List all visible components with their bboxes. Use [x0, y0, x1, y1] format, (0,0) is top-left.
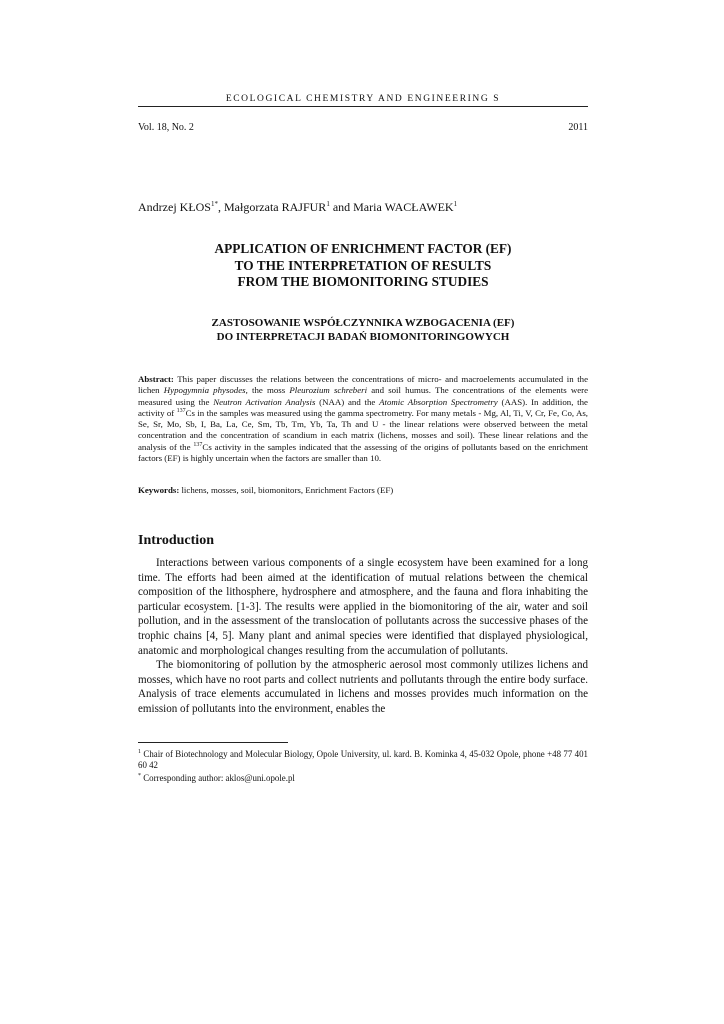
italic-term: Neutron Activation Analysis	[213, 396, 316, 407]
italic-term: Hypogymnia physodes	[163, 385, 246, 396]
keywords	[138, 485, 588, 495]
footnote-mark: 1	[138, 749, 141, 755]
title-line: TO THE INTERPRETATION OF RESULTS	[234, 257, 492, 273]
abstract-body	[138, 374, 588, 463]
footnote-text: Chair of Biotechnology and Molecular Biology, Opole University, ul. kard. B. Kominka 4, 45-032 Opole, phone +48 77 401 60 42	[138, 748, 588, 770]
author-separator: and	[329, 200, 354, 214]
keywords-text: lichens, mosses, soil, biomonitors, Enrichment Factors (EF)	[179, 485, 394, 495]
paper-title-polish	[138, 317, 588, 344]
footnote-text: Corresponding author: aklos@uni.opole.pl	[141, 772, 295, 783]
italic-term: Pleurozium schreberi	[289, 385, 368, 396]
italic-term: Atomic Absorption Spectrometry	[379, 396, 498, 407]
paragraph: Interactions between various components of a single ecosystem have been examined for a long time. The efforts had been aimed at the identification of mutual relations between the chemical composition of the lithosphere, hydrosphere and atmosphere, and the fauna and flora inhabiting the particular ecosystem. [1-3]. The results were applied in the biomonitoring of the air, water and soil pollution, and in the assessment of the translocation of pollutants across the successive phases of the trophic chains [4, 5]. Many plant and animal species were identified that displayed physiological, anatomic and morphological changes resulting from the accumulation of pollutants.	[138, 557, 588, 657]
abstract-text: Cs in the samples was measured using the gamma spectrometry. For many metals - Mg, Al, Ti, V, Cr, Fe, Co, As, Se, Sr, Mo, Sb, I, Ba, La, Ce, Sm, Tb, Tm, Yb, Ta, Th and U - the linear relations were observed between the metal concentration and the concentration of scandium in each matrix (lichens, mosses and soil). These linear relations and the analysis of the	[138, 407, 588, 452]
keywords-label: Keywords:	[138, 485, 180, 495]
abstract-text: Cs activity in the samples indicated that the assessing of the origins of pollutants based on the enrichment factors (EF) is highly uncertain when the factors are smaller than 10.	[138, 441, 588, 464]
abstract-label: Abstract:	[138, 374, 174, 384]
abstract-text: , the moss	[245, 385, 290, 396]
affiliation-mark: 1	[326, 200, 330, 208]
abstract-text: (AAS). In addition, the activity of	[138, 396, 588, 418]
author-name: Andrzej KŁOS	[138, 200, 211, 214]
publication-year: 2011	[568, 122, 588, 133]
body-text	[138, 556, 588, 717]
paper-title	[138, 241, 588, 291]
abstract	[138, 374, 588, 464]
affiliation-mark: 1*	[210, 200, 218, 208]
author-list	[138, 200, 457, 215]
isotope-mass-number: 137	[176, 407, 186, 414]
volume-issue: Vol. 18, No. 2	[138, 122, 194, 133]
section-heading: Introduction	[138, 533, 214, 548]
title-line: FROM THE BIOMONITORING STUDIES	[237, 274, 489, 289]
title-line: APPLICATION OF ENRICHMENT FACTOR (EF)	[214, 241, 512, 256]
title-line: DO INTERPRETACJI BADAŃ BIOMONITORINGOWYCH	[216, 330, 510, 343]
footnotes	[138, 747, 588, 784]
author-name: Maria WACŁAWEK	[353, 200, 454, 214]
footnote	[138, 771, 588, 784]
header-rule	[138, 106, 588, 107]
abstract-text: (NAA) and the	[315, 396, 380, 407]
author-name: Małgorzata RAJFUR	[223, 200, 327, 214]
footnote-mark: *	[138, 772, 141, 779]
isotope-mass-number: 137	[193, 441, 203, 448]
author-separator: ,	[217, 200, 224, 214]
abstract-text: This paper discusses the relations between the concentrations of micro- and macroelements accumulated in the lichen	[138, 374, 588, 396]
affiliation-mark: 1	[453, 200, 458, 208]
footnote-rule	[138, 742, 288, 743]
paragraph: The biomonitoring of pollution by the atmospheric aerosol most commonly utilizes lichens and mosses, which have no root parts and collect nutrients and pollutants through the entire body surface. Analysis of trace elements accumulated in lichens and mosses provides much information on the emission of pollutants into the environment, enables the	[138, 659, 588, 715]
footnote	[138, 747, 588, 771]
running-head: ECOLOGICAL CHEMISTRY AND ENGINEERING S	[225, 94, 501, 104]
title-line: ZASTOSOWANIE WSPÓŁCZYNNIKA WZBOGACENIA (EF)	[211, 317, 515, 329]
abstract-text: and soil humus. The concentrations of the elements were measured using the	[138, 385, 588, 407]
